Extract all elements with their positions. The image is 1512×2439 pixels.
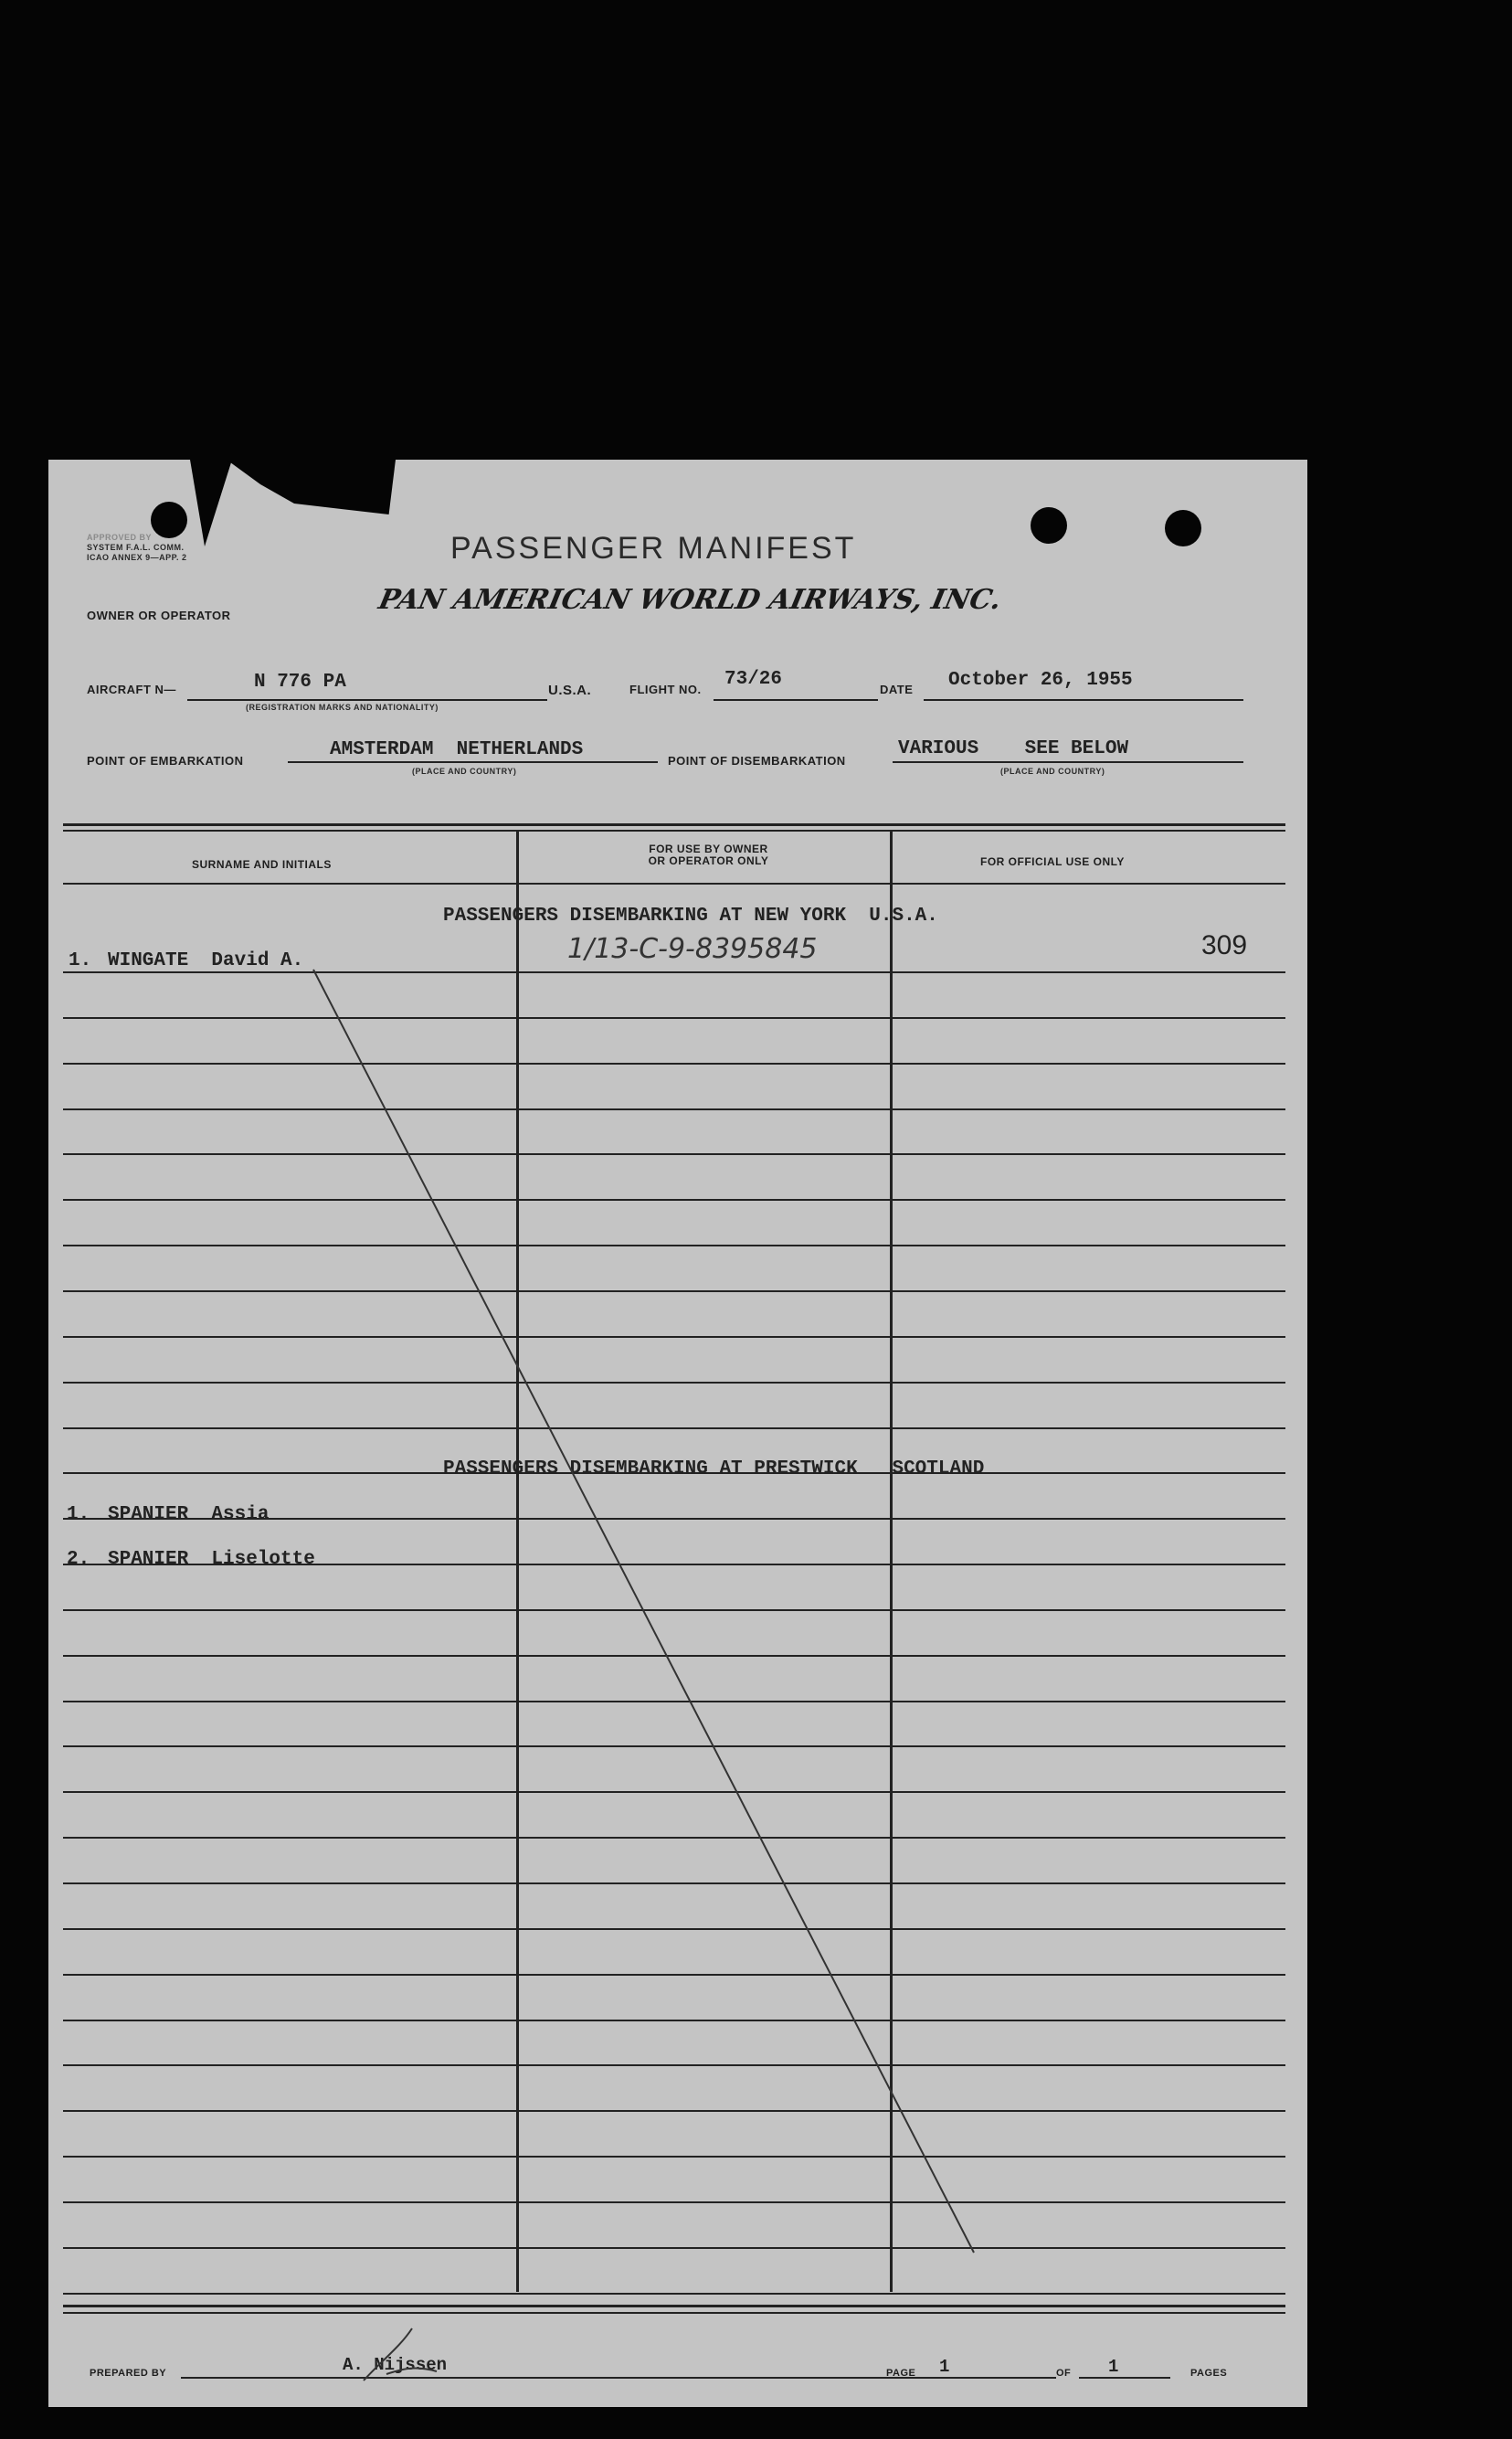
approval-line-1: APPROVED BY — [87, 533, 153, 542]
page-value: 1 — [939, 2357, 950, 2377]
aircraft-sublabel: (REGISTRATION MARKS AND NATIONALITY) — [246, 703, 439, 712]
embarkation-sublabel: (PLACE AND COUNTRY) — [412, 767, 517, 776]
of-label: OF — [1056, 2368, 1072, 2379]
flight-label: FLIGHT NO. — [629, 683, 702, 696]
page-title: PASSENGER MANIFEST — [450, 531, 857, 566]
page-label: PAGE — [886, 2368, 916, 2379]
column-header-owner-use-2: OR OPERATOR ONLY — [648, 854, 769, 867]
embarkation-value: AMSTERDAM NETHERLANDS — [330, 739, 584, 760]
prepared-by-underline — [181, 2377, 930, 2379]
date-value: October 26, 1955 — [948, 670, 1133, 691]
official-note: 309 — [1201, 930, 1248, 960]
pages-label: PAGES — [1190, 2368, 1228, 2379]
signature-mark — [359, 2324, 441, 2388]
section-heading-new-york: PASSENGERS DISEMBARKING AT NEW YORK U.S.A. — [443, 906, 938, 927]
table-bottom-rule-1 — [63, 2305, 1285, 2307]
disembarkation-value: VARIOUS SEE BELOW — [898, 738, 1129, 759]
of-value: 1 — [1108, 2357, 1119, 2377]
column-header-surname: SURNAME AND INITIALS — [192, 858, 332, 871]
disembarkation-sublabel: (PLACE AND COUNTRY) — [1000, 767, 1105, 776]
manifest-sheet — [48, 460, 1307, 2407]
approval-line-3: ICAO ANNEX 9—APP. 2 — [87, 553, 187, 562]
aircraft-label: AIRCRAFT N— — [87, 683, 176, 696]
column-header-owner-use-1: FOR USE BY OWNER — [649, 843, 768, 855]
of-underline — [1079, 2377, 1170, 2379]
page-underline — [924, 2377, 1056, 2379]
passenger-name: WINGATE David A. — [108, 950, 304, 971]
column-header-official-use: FOR OFFICIAL USE ONLY — [980, 855, 1125, 868]
aircraft-country: U.S.A. — [548, 683, 592, 698]
date-label: DATE — [880, 683, 914, 696]
section-heading-prestwick: PASSENGERS DISEMBARKING AT PRESTWICK SCOTLAND — [443, 1458, 985, 1479]
prepared-by-value: A. Nijssen — [343, 2355, 448, 2375]
table-bottom-rule-2 — [63, 2312, 1285, 2314]
passenger-number: 2. — [67, 1549, 90, 1570]
aircraft-value: N 776 PA — [254, 672, 346, 693]
disembarkation-label: POINT OF DISEMBARKATION — [668, 754, 846, 768]
passenger-name: SPANIER Assia — [108, 1504, 270, 1525]
prepared-by-label: PREPARED BY — [90, 2368, 167, 2379]
embarkation-label: POINT OF EMBARKATION — [87, 754, 244, 768]
carrier-name: PAN AMERICAN WORLD AIRWAYS, INC. — [375, 584, 1005, 616]
passenger-number: 1. — [69, 950, 92, 971]
passenger-number: 1. — [67, 1504, 90, 1525]
cancellation-line — [48, 460, 1307, 2407]
owner-operator-label: OWNER OR OPERATOR — [87, 609, 231, 622]
flight-value: 73/26 — [724, 669, 783, 690]
passenger-name: SPANIER Liselotte — [108, 1549, 315, 1570]
owner-note: 1/13-C-9-8395845 — [567, 933, 818, 965]
approval-line-2: SYSTEM F.A.L. COMM. — [87, 543, 185, 552]
